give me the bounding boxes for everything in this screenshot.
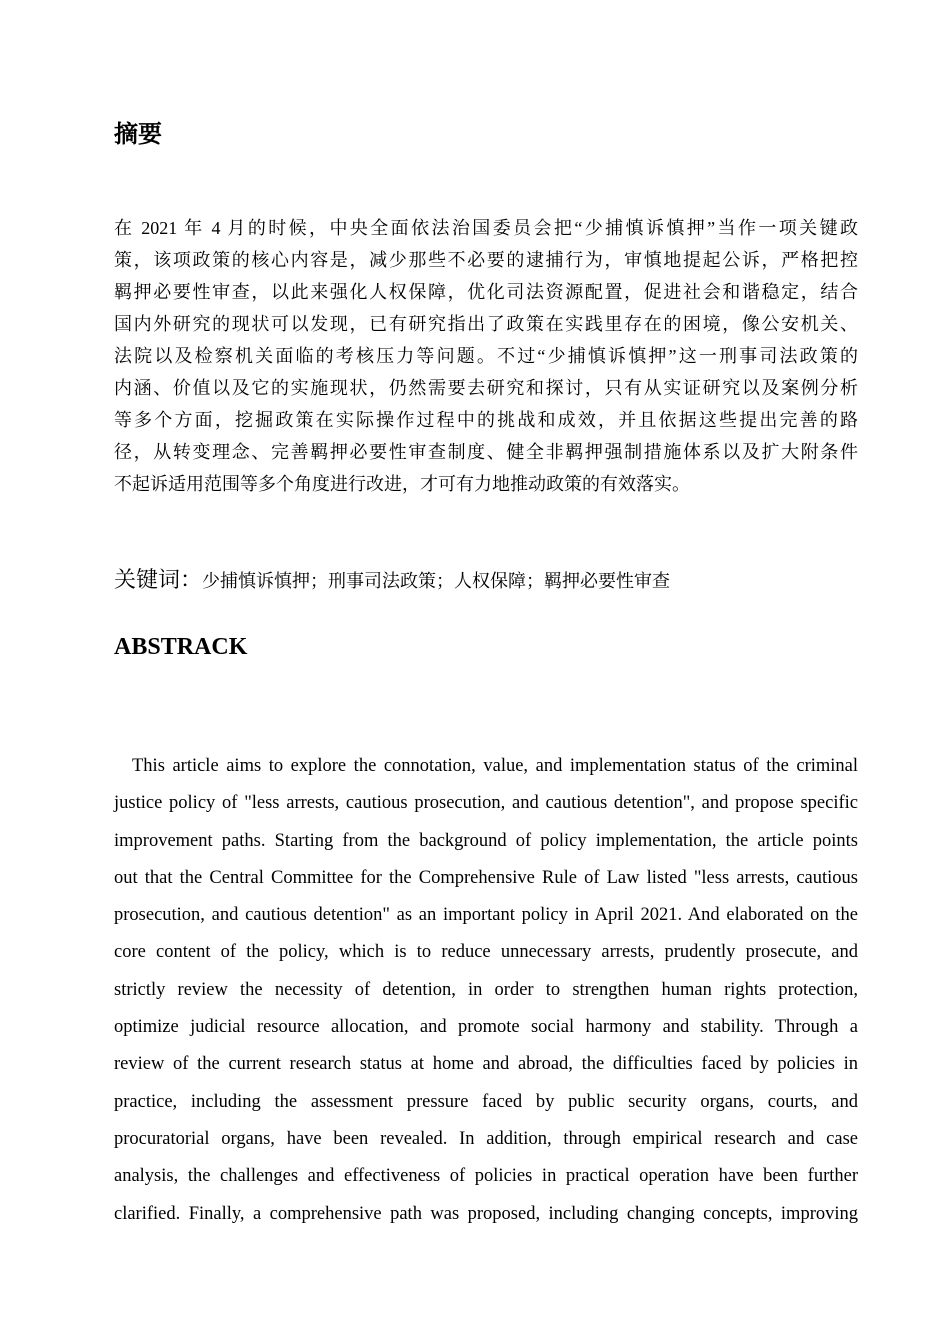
paragraph-line: 策，该项政策的核心内容是，减少那些不必要的逮捕行为，审慎地提起公诉，严格把控 <box>114 250 858 270</box>
abstract-en-title: ABSTRACK <box>114 634 248 660</box>
paragraph-line: improvement paths. Starting from the background of policy implementation, the article points <box>114 830 858 851</box>
paragraph-line: 等多个方面，挖掘政策在实际操作过程中的挑战和成效，并且依据这些提出完善的路 <box>114 410 858 430</box>
paragraph-line: 不起诉适用范围等多个角度进行改进，才可有力地推动政策的有效落实。 <box>114 474 690 494</box>
keywords <box>114 563 670 594</box>
paragraph-line: 国内外研究的现状可以发现，已有研究指出了政策在实践里存在的困境，像公安机关、 <box>114 314 858 334</box>
abstract-en-body <box>114 748 858 1233</box>
paragraph-line: 内涵、价值以及它的实施现状，仍然需要去研究和探讨，只有从实证研究以及案例分析 <box>114 378 858 398</box>
keywords-value: 少捕慎诉慎押；刑事司法政策；人权保障；羁押必要性审查 <box>202 571 671 591</box>
abstract-cn-body <box>114 212 858 500</box>
keywords-label: 关键词： <box>114 568 203 593</box>
paragraph-line: This article aims to explore the connotation, value, and implementation status of the criminal <box>132 756 858 776</box>
paragraph-line: review of the current research status at home and abroad, the difficulties faced by policies in <box>114 1054 858 1075</box>
paragraph-line: core content of the policy, which is to reduce unnecessary arrests, prudently prosecute, and <box>114 942 858 963</box>
paragraph-line: analysis, the challenges and effectiveness of policies in practical operation have been further <box>114 1166 858 1187</box>
paragraph-line: 法院以及检察机关面临的考核压力等问题。不过“少捕慎诉慎押”这一刑事司法政策的 <box>114 346 858 366</box>
paragraph-line: practice, including the assessment pressure faced by public security organs, courts, and <box>114 1091 858 1112</box>
abstract-cn-title: 摘要 <box>114 120 162 148</box>
paragraph-line: optimize judicial resource allocation, and promote social harmony and stability. Through a <box>114 1017 858 1038</box>
paragraph-line: 径，从转变理念、完善羁押必要性审查制度、健全非羁押强制措施体系以及扩大附条件 <box>114 442 858 462</box>
paragraph-line: procuratorial organs, have been revealed. In addition, through empirical research and case <box>114 1128 858 1149</box>
paragraph-line: out that the Central Committee for the Comprehensive Rule of Law listed "less arrests, cautious <box>114 867 858 888</box>
paragraph-line: 在 2021 年 4 月的时候，中央全面依法治国委员会把“少捕慎诉慎押”当作一项关键政 <box>114 218 858 238</box>
paragraph-line: prosecution, and cautious detention" as an important policy in April 2021. And elaborated on the <box>114 905 858 926</box>
paragraph-line: 羁押必要性审查，以此来强化人权保障，优化司法资源配置，促进社会和谐稳定，结合 <box>114 282 858 302</box>
paragraph-line: clarified. Finally, a comprehensive path was proposed, including changing concepts, improving <box>114 1203 858 1224</box>
paragraph-line: justice policy of "less arrests, cautious prosecution, and cautious detention", and propose specific <box>114 793 858 814</box>
paragraph-line: strictly review the necessity of detention, in order to strengthen human rights protection, <box>114 979 858 1000</box>
